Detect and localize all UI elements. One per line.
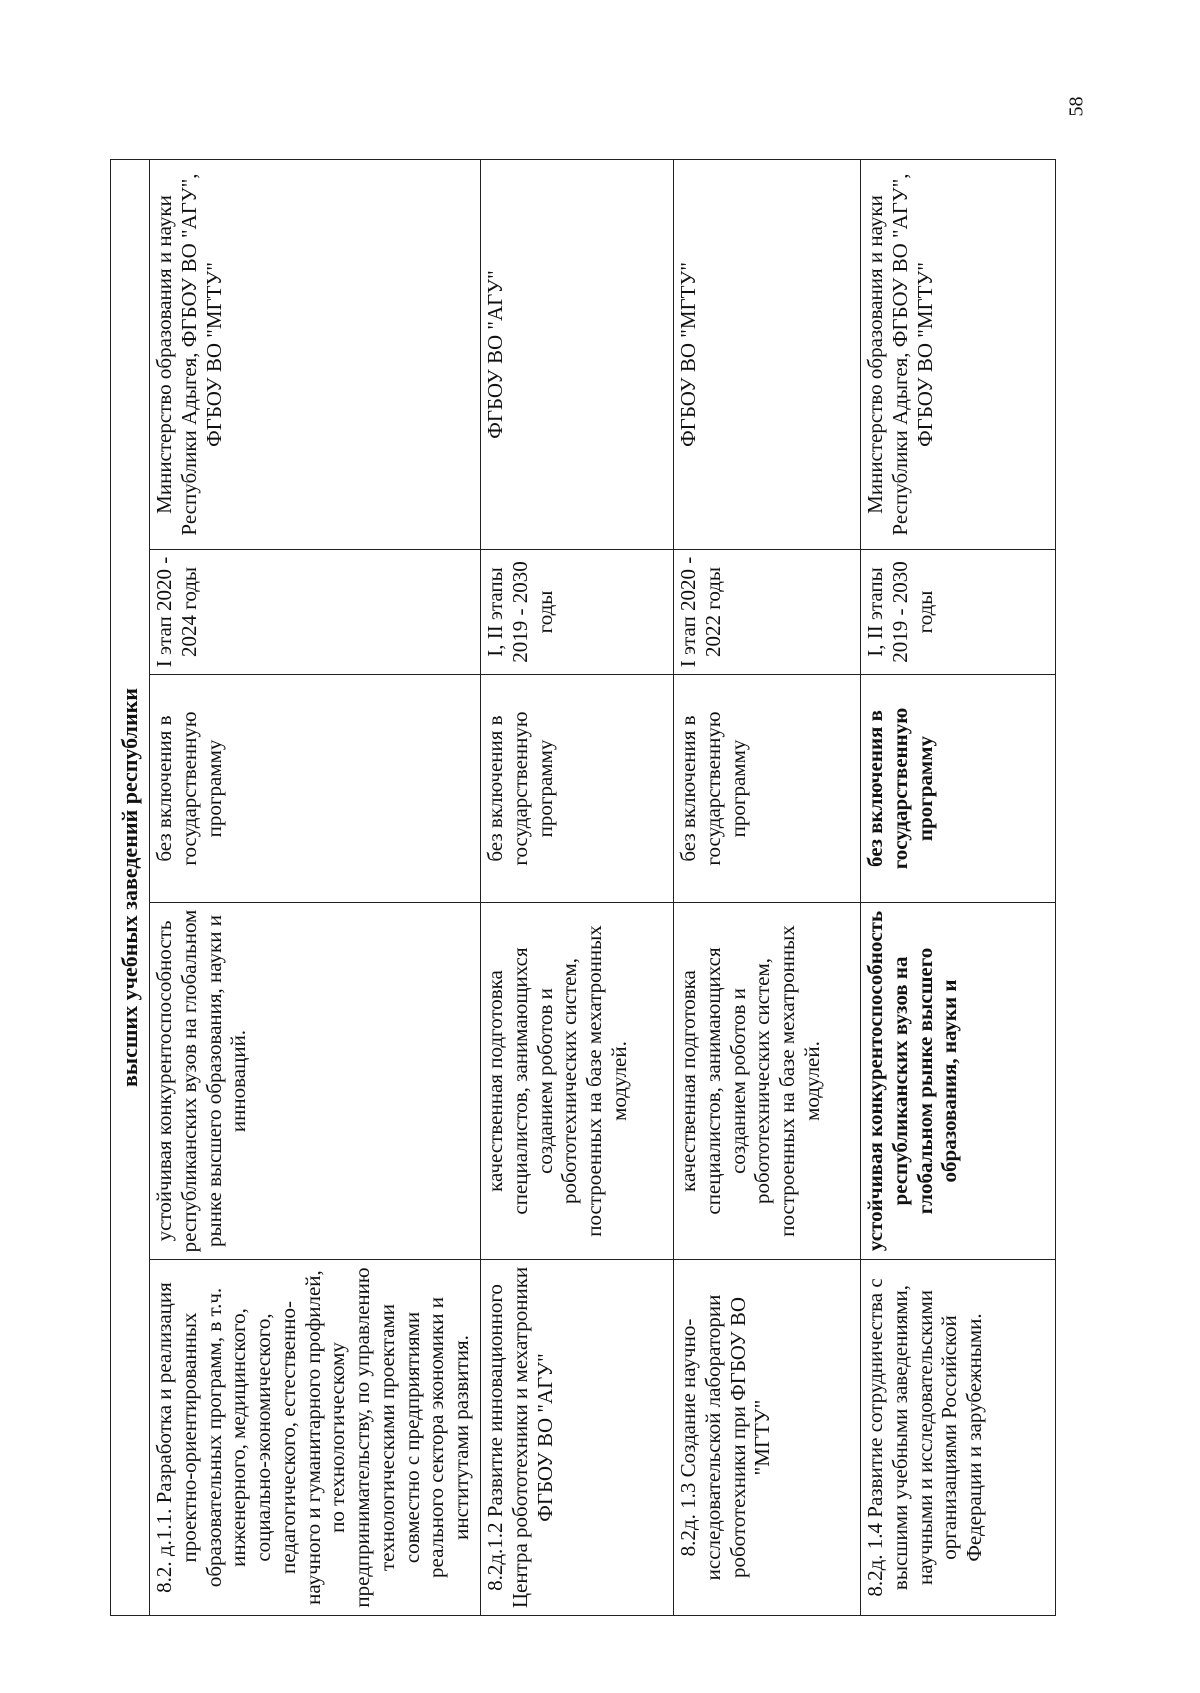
result-cell: качественная подготовка специалистов, занимающихся созданием роботов и робототехнических систем, построенных на базе мехатронных модулей. [674, 903, 861, 1260]
table-row [481, 159, 674, 1615]
table-row [861, 159, 1056, 1615]
page-number-text: 58 [1065, 96, 1088, 116]
rotated-table-container [110, 160, 1050, 1616]
activity-cell: 8.2д.1.2 Развитие инновационного Центра робототехники и мехатроники ФГБОУ ВО "АГУ" [481, 1260, 674, 1616]
executor-cell: Министерство образования и науки Республики Адыгея, ФГБОУ ВО "АГУ", ФГБОУ ВО "МГТУ" [861, 159, 1056, 549]
executor-cell: ФГБОУ ВО "АГУ" [481, 159, 674, 549]
activity-cell: 8.2. д.1.1. Разработка и реализация проектно-ориентированных образовательных программ, в т.ч. инженерного, медицинского, социально-экономического, педагогического, естественно-научного и гуманитарного профилей, по технологическому предпринимательству, по управлению технологическими проектами совместно с предприятиями реального сектора экономики и институтами развития. [150, 1260, 481, 1616]
result-cell: устойчивая конкурентоспособность республиканских вузов на глобальном рынке высшего образования, науки и [861, 903, 1056, 1260]
section-header-row [111, 159, 150, 1615]
period-cell: I, II этапы 2019 - 2030 годы [861, 550, 1056, 675]
section-header: высших учебных заведений республики [111, 159, 150, 1615]
period-cell: I этап 2020 - 2024 годы [150, 550, 481, 675]
result-cell: качественная подготовка специалистов, занимающихся созданием роботов и робототехнических систем, построенных на базе мехатронных модулей. [481, 903, 674, 1260]
funding-cell: без включения в государственную программу [150, 675, 481, 903]
period-cell: I, II этапы 2019 - 2030 годы [481, 550, 674, 675]
funding-cell: без включения в государственную программу [861, 675, 1056, 903]
document-table-frame [110, 160, 1050, 1616]
activity-cell: 8.2д. 1.3 Создание научно-исследовательской лаборатории робототехники при ФГБОУ ВО "МГТУ" [674, 1260, 861, 1616]
page-number [1062, 88, 1092, 124]
table-row [674, 159, 861, 1615]
executor-cell: Министерство образования и науки Республики Адыгея, ФГБОУ ВО "АГУ", ФГБОУ ВО "МГТУ" [150, 159, 481, 549]
funding-cell: без включения в государственную программу [674, 675, 861, 903]
period-cell: I этап 2020 - 2022 годы [674, 550, 861, 675]
funding-cell: без включения в государственную программу [481, 675, 674, 903]
table-row [150, 159, 481, 1615]
activity-cell: 8.2д. 1.4 Развитие сотрудничества с высшими учебными заведениями, научными и исследовательскими организациями Российской Федерации и зарубежными. [861, 1260, 1056, 1616]
result-cell: устойчивая конкурентоспособность республиканских вузов на глобальном рынке высшего образования, науки и инноваций. [150, 903, 481, 1260]
measures-table [110, 159, 1056, 1616]
executor-cell: ФГБОУ ВО "МГТУ" [674, 159, 861, 549]
